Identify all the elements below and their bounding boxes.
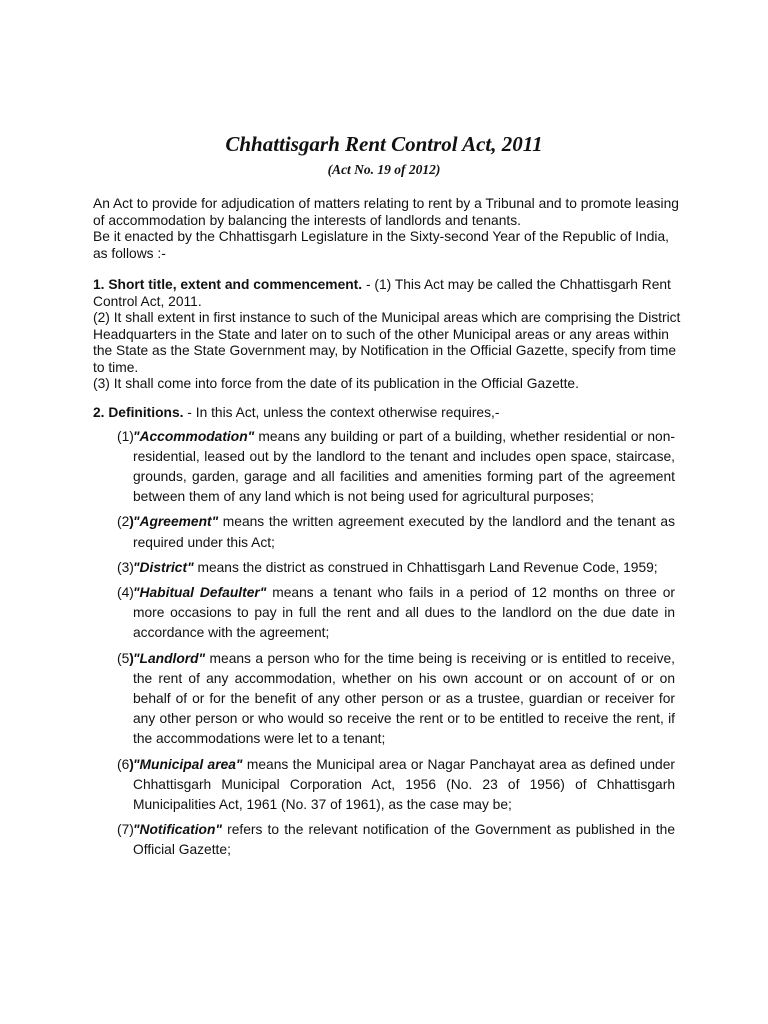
section-2-intro-text: - In this Act, unless the context otherwise requires,- — [183, 405, 500, 420]
section-2 — [93, 405, 683, 866]
definition-text: means the district as construed in Chhattisgarh Land Revenue Code, 1959; — [193, 559, 658, 575]
definition-text: means the Municipal area or Nagar Panchayat area as defined under Chhattisgarh Municipal Corporation Act, 1956 (No. 23 of 1956) of Chhattisgarh Municipalities Act, 1961 (No. 37 of 1961), as the case may be; — [133, 756, 675, 812]
preamble-purpose: An Act to provide for adjudication of matters relating to rent by a Tribunal and to promote leasing of accommodation by balancing the interests of landlords and tenants. — [93, 196, 679, 228]
definition-term: "Agreement" — [133, 514, 219, 530]
section-1-heading: 1. Short title, extent and commencement. — [93, 277, 363, 292]
definition-term: "Notification" — [133, 822, 222, 838]
definition-item — [93, 512, 683, 552]
section-1 — [93, 277, 683, 393]
definition-number: (6) — [117, 756, 134, 772]
definition-term: "District" — [133, 559, 194, 575]
definition-term: "Municipal area" — [133, 756, 243, 772]
definition-number: (3) — [117, 559, 134, 575]
section-1-clause-1 — [93, 277, 683, 310]
preamble — [93, 196, 683, 262]
definition-term: "Landlord" — [133, 650, 206, 666]
definition-text: refers to the relevant notification of the Government as published in the Official Gazette; — [133, 822, 675, 858]
definition-item — [93, 649, 683, 750]
definition-text: means a tenant who fails in a period of 12 months on three or more occasions to pay in full the rent and all dues to the landlord on the due date in accordance with the agreement; — [133, 584, 675, 641]
definition-item — [93, 820, 683, 860]
preamble-enactment: Be it enacted by the Chhattisgarh Legislature in the Sixty-second Year of the Republic of India, as follows :- — [93, 229, 669, 261]
definition-item — [93, 427, 683, 508]
definitions-list — [93, 427, 683, 861]
section-1-clause-3: (3) It shall come into force from the date of its publication in the Official Gazette. — [93, 376, 579, 391]
definition-number: (5) — [117, 650, 134, 666]
definition-item — [93, 558, 683, 578]
definition-number: (4) — [117, 584, 134, 600]
definition-number: (1) — [117, 428, 134, 444]
definition-term: "Habitual Defaulter" — [133, 584, 267, 600]
definition-text: means a person who for the time being is receiving or is entitled to receive, the rent of any accommodation, whether on his own account or on account of or on behalf of or for the benefit of any other person or as a trustee, guardian or receiver for any other person or who would so receive the rent or to be entitled to receive the rent, if the accommodations were let to a tenant; — [133, 650, 675, 747]
definition-number: (7) — [117, 822, 134, 838]
section-2-intro — [93, 405, 683, 422]
definition-item — [93, 755, 683, 816]
section-2-heading: 2. Definitions. — [93, 405, 184, 420]
definition-text: means any building or part of a building, whether residential or non-residential, leased out by the landlord to the tenant and includes open space, staircase, grounds, garden, garage and all facilities and amenities forming part of the agreement between them of any land which is not being used for agricultural purposes; — [133, 428, 675, 505]
definition-text: means the written agreement executed by the landlord and the tenant as required under this Act; — [133, 514, 675, 550]
section-1-clause-2: (2) It shall extent in first instance to such of the Municipal areas which are comprising the District Headquarters in the State and later on to such of the other Municipal areas or any areas within the State as the State Government may, by Notification in the Official Gazette, specify from time to time. — [93, 310, 681, 375]
definition-term: "Accommodation" — [133, 428, 255, 444]
definition-item — [93, 583, 683, 644]
document-title: Chhattisgarh Rent Control Act, 2011 — [225, 132, 543, 156]
definition-number: (2) — [117, 514, 134, 530]
section-1-clause-1-text: - (1) This Act may be called the Chhattisgarh Rent Control Act, 2011. — [93, 277, 671, 309]
act-number: (Act No. 19 of 2012) — [327, 162, 441, 177]
